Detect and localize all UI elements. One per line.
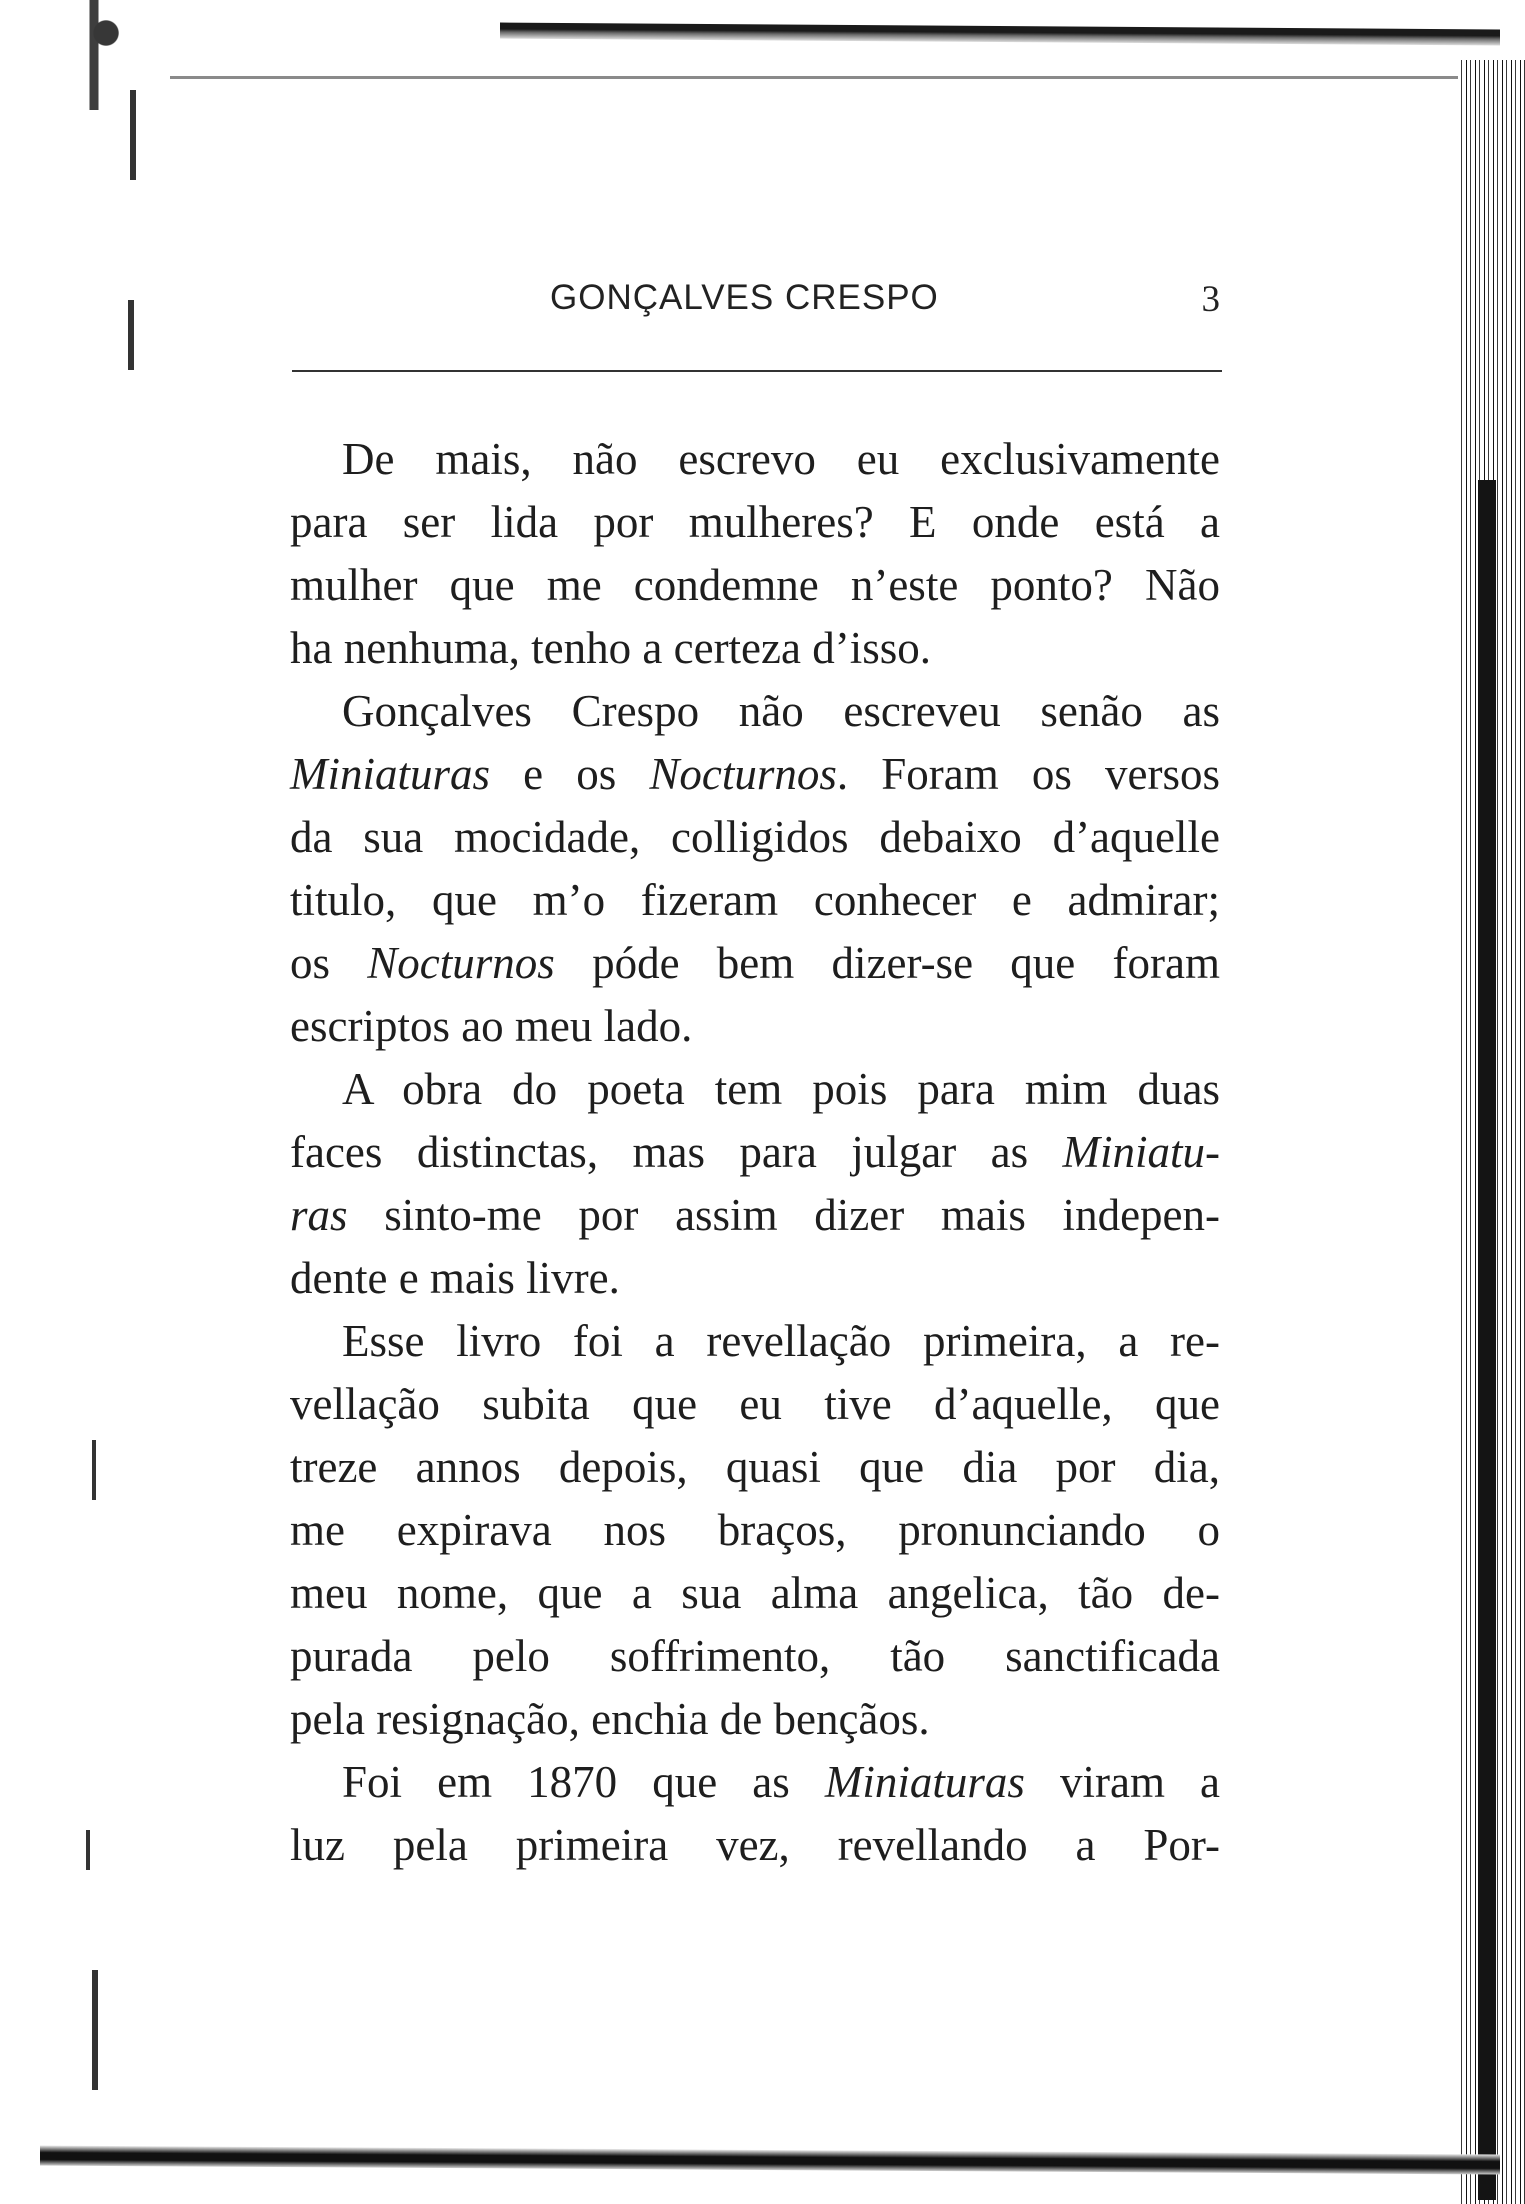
page-top-edge <box>500 23 1500 46</box>
text-line: luz pela primeira vez, revellando a Por- <box>290 1820 1220 1870</box>
italic-title: ras <box>290 1190 348 1240</box>
text-line: purada pelo soffrimento, tão sanctificada <box>290 1631 1220 1681</box>
running-head <box>290 278 1220 328</box>
page-bottom-edge <box>40 2146 1500 2175</box>
text-line: meu nome, que a sua alma angelica, tão de- <box>290 1568 1220 1618</box>
text-line: Miniaturas e os Nocturnos. Foram os versos <box>290 749 1220 799</box>
italic-title: Miniaturas <box>824 1757 1025 1807</box>
text-line: treze annos depois, quasi que dia por dia, <box>290 1442 1220 1492</box>
text-line: para ser lida por mulheres? E onde está a <box>290 497 1220 547</box>
text-line: os Nocturnos póde bem dizer-se que foram <box>290 938 1220 988</box>
running-title: GONÇALVES CRESPO <box>550 278 939 317</box>
scan-left-mark <box>86 1830 90 1870</box>
scan-left-mark <box>92 1440 96 1500</box>
scan-left-mark <box>128 300 134 370</box>
text-line: Gonçalves Crespo não escreveu senão as <box>342 686 1220 736</box>
text-line: Foi em 1870 que as Miniaturas viram a <box>342 1757 1221 1807</box>
page-top-shadow <box>170 76 1470 79</box>
scan-left-mark <box>92 1970 98 2090</box>
text-line: ha nenhuma, tenho a certeza d’isso. <box>290 623 931 673</box>
text-line: titulo, que m’o fizeram conhecer e admirar; <box>290 875 1220 925</box>
text-line: da sua mocidade, colligidos debaixo d’aquelle <box>290 812 1220 862</box>
text-line: ras sinto-me por assim dizer mais indepen- <box>290 1190 1220 1240</box>
page-number: 3 <box>1201 279 1220 320</box>
page-right-edge-shadow <box>1478 480 1496 2200</box>
text-line: escriptos ao meu lado. <box>290 1001 693 1051</box>
italic-title: Miniatu- <box>1062 1127 1220 1177</box>
text-line: faces distinctas, mas para julgar as Miniatu- <box>290 1127 1220 1177</box>
text-line: A obra do poeta tem pois para mim duas <box>342 1064 1220 1114</box>
header-rule <box>292 370 1222 372</box>
text-line: me expirava nos braços, pronunciando o <box>290 1505 1220 1555</box>
italic-title: Nocturnos <box>367 938 555 988</box>
italic-title: Miniaturas <box>290 749 491 799</box>
text-line: Esse livro foi a revellação primeira, a re- <box>342 1316 1220 1366</box>
body-text <box>290 428 1220 1877</box>
text-line: mulher que me condemne n’este ponto? Não <box>290 560 1220 610</box>
scan-left-mark <box>130 90 136 180</box>
text-line: dente e mais livre. <box>290 1253 620 1303</box>
text-line: pela resignação, enchia de bençãos. <box>290 1694 930 1744</box>
italic-title: Nocturnos <box>649 749 837 799</box>
text-line: vellação subita que eu tive d’aquelle, que <box>290 1379 1220 1429</box>
text-line: De mais, não escrevo eu exclusivamente <box>342 434 1220 484</box>
